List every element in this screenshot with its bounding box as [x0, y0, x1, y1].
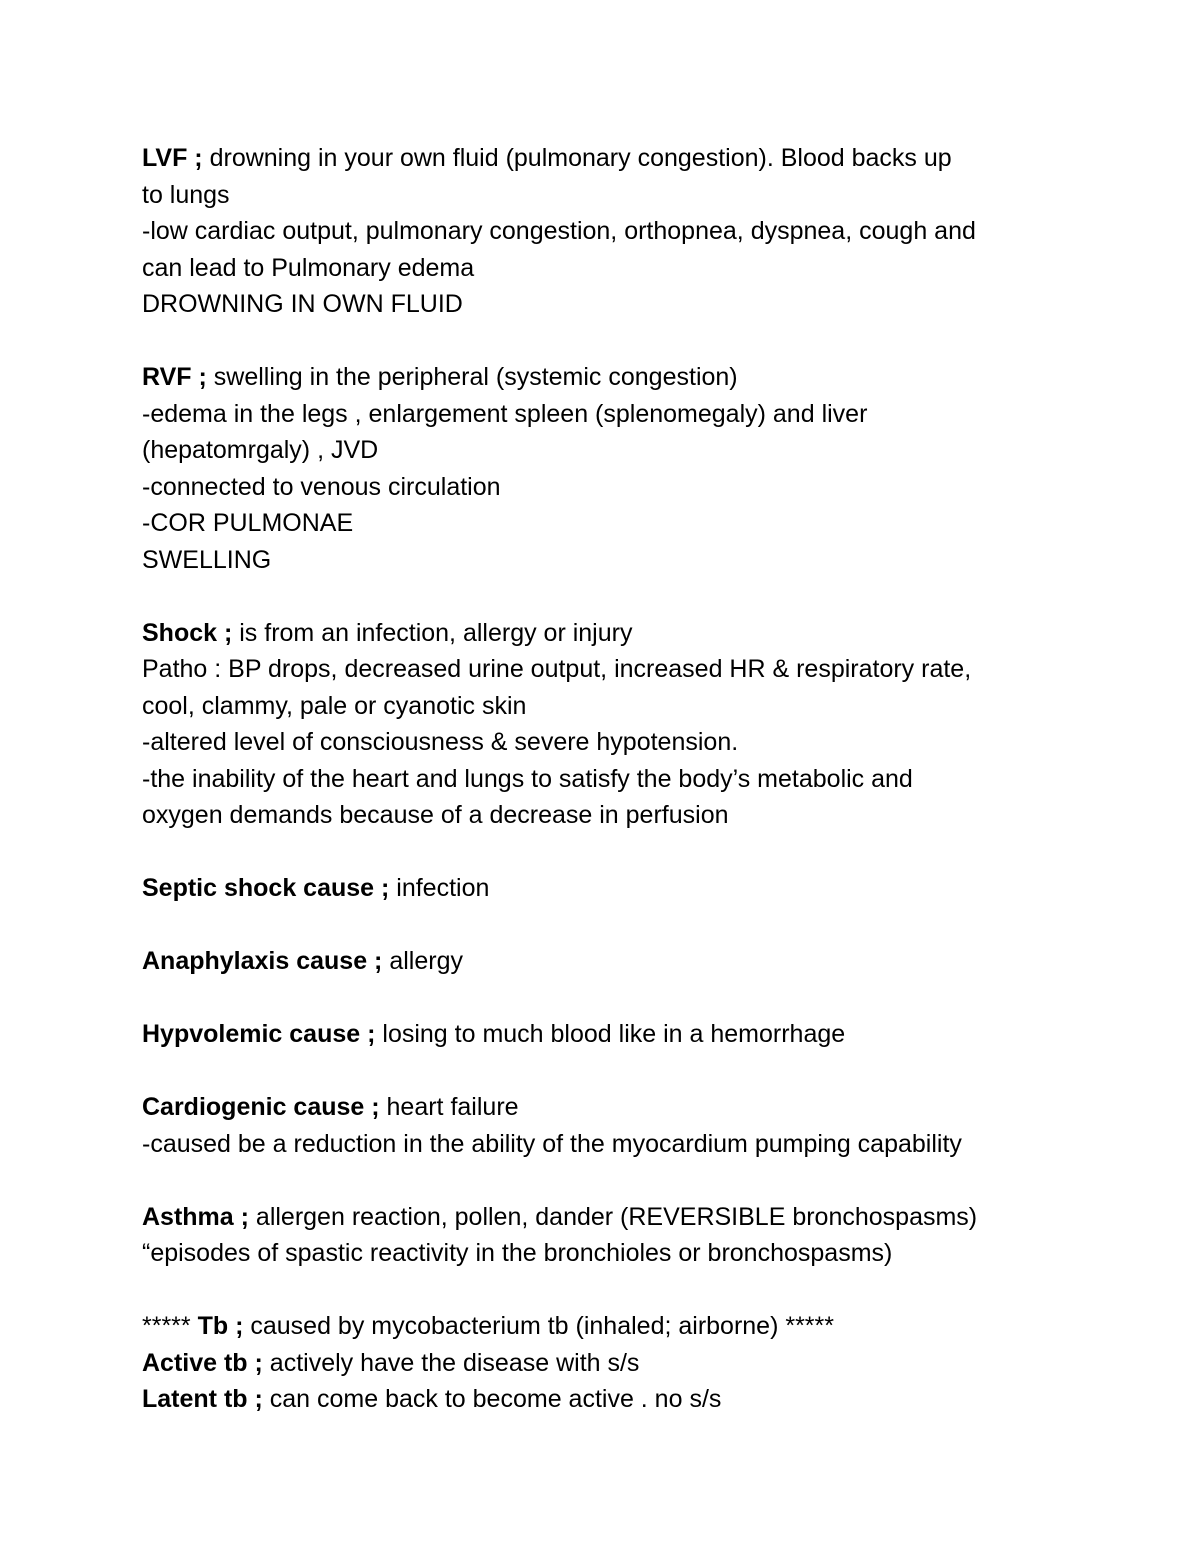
term-label: Active tb ; — [142, 1348, 263, 1377]
line-text: SWELLING — [142, 545, 272, 574]
text-line — [142, 286, 1082, 323]
line-text: -altered level of consciousness & severe hypotension. — [142, 728, 739, 756]
text-line — [142, 542, 1082, 579]
line-text: cool, clammy, pale or cyanotic skin — [142, 691, 527, 720]
line-text: drowning in your own fluid (pulmonary congestion). Blood backs up — [202, 144, 952, 172]
text-line — [142, 1235, 1082, 1272]
line-text: oxygen demands because of a decrease in perfusion — [142, 801, 729, 829]
line-text: actively have the disease with s/s — [262, 1348, 640, 1377]
text-line — [142, 140, 1082, 177]
line-text: can come back to become active . no s/s — [262, 1385, 722, 1413]
term-label: Septic shock cause ; — [142, 874, 390, 902]
line-text: -connected to venous circulation — [142, 472, 501, 501]
text-line — [142, 177, 1082, 214]
line-text: -edema in the legs , enlargement spleen (splenomegaly) and liver — [142, 399, 868, 428]
term-label: Latent tb ; — [142, 1385, 263, 1413]
text-line — [142, 396, 1082, 433]
term-label: LVF ; — [142, 144, 203, 172]
line-text: swelling in the peripheral (systemic congestion) — [206, 363, 738, 391]
document-page — [142, 140, 1082, 1418]
line-text: -the inability of the heart and lungs to satisfy the body’s metabolic and — [142, 764, 913, 793]
term-label: Hypvolemic cause ; — [142, 1020, 376, 1048]
section-asthma — [142, 1199, 1082, 1272]
term-label: Asthma ; — [142, 1202, 249, 1231]
section-cardiogenic — [142, 1089, 1082, 1162]
section-septic — [142, 870, 1082, 907]
section-rvf — [142, 359, 1082, 578]
text-line — [142, 943, 1082, 980]
line-text: “episodes of spastic reactivity in the bronchioles or bronchospasms) — [142, 1239, 893, 1267]
line-text: losing to much blood like in a hemorrhage — [375, 1020, 846, 1048]
text-line — [142, 213, 1082, 250]
term-label: Shock ; — [142, 618, 233, 647]
line-prefix: ***** — [142, 1312, 198, 1340]
text-line — [142, 250, 1082, 287]
line-text: Patho : BP drops, decreased urine output, increased HR & respiratory rate, — [142, 655, 972, 683]
term-label: RVF ; — [142, 363, 207, 391]
line-text: can lead to Pulmonary edema — [142, 253, 475, 282]
text-line — [142, 505, 1082, 542]
text-line — [142, 1089, 1082, 1126]
line-text: heart failure — [379, 1093, 519, 1121]
term-label: Tb ; — [197, 1312, 244, 1340]
text-line — [142, 1381, 1082, 1418]
line-text: -caused be a reduction in the ability of the myocardium pumping capability — [142, 1129, 962, 1158]
text-line — [142, 797, 1082, 834]
text-line — [142, 1126, 1082, 1163]
text-line — [142, 651, 1082, 688]
line-text: to lungs — [142, 180, 230, 209]
section-anaphylaxis — [142, 943, 1082, 980]
term-label: Anaphylaxis cause ; — [142, 947, 383, 975]
text-line — [142, 359, 1082, 396]
term-label: Cardiogenic cause ; — [142, 1093, 380, 1121]
text-line — [142, 870, 1082, 907]
text-line — [142, 469, 1082, 506]
text-line — [142, 1308, 1082, 1345]
line-text: caused by mycobacterium tb (inhaled; airborne) ***** — [243, 1312, 834, 1340]
line-text: is from an infection, allergy or injury — [232, 618, 633, 647]
line-text: (hepatomrgaly) , JVD — [142, 436, 379, 464]
text-line — [142, 688, 1082, 725]
text-line — [142, 724, 1082, 761]
line-text: allergy — [382, 947, 463, 975]
section-shock — [142, 615, 1082, 834]
line-text: allergen reaction, pollen, dander (REVERSIBLE bronchospasms) — [248, 1202, 978, 1231]
line-text: -low cardiac output, pulmonary congestion, orthopnea, dyspnea, cough and — [142, 217, 976, 245]
section-hypovolemic — [142, 1016, 1082, 1053]
text-line — [142, 1199, 1082, 1236]
text-line — [142, 1016, 1082, 1053]
line-text: -COR PULMONAE — [142, 509, 354, 537]
text-line — [142, 1345, 1082, 1382]
section-tb — [142, 1308, 1082, 1418]
text-line — [142, 432, 1082, 469]
line-text: DROWNING IN OWN FLUID — [142, 290, 463, 318]
text-line — [142, 761, 1082, 798]
section-lvf — [142, 140, 1082, 323]
line-text: infection — [389, 874, 490, 902]
text-line — [142, 615, 1082, 652]
